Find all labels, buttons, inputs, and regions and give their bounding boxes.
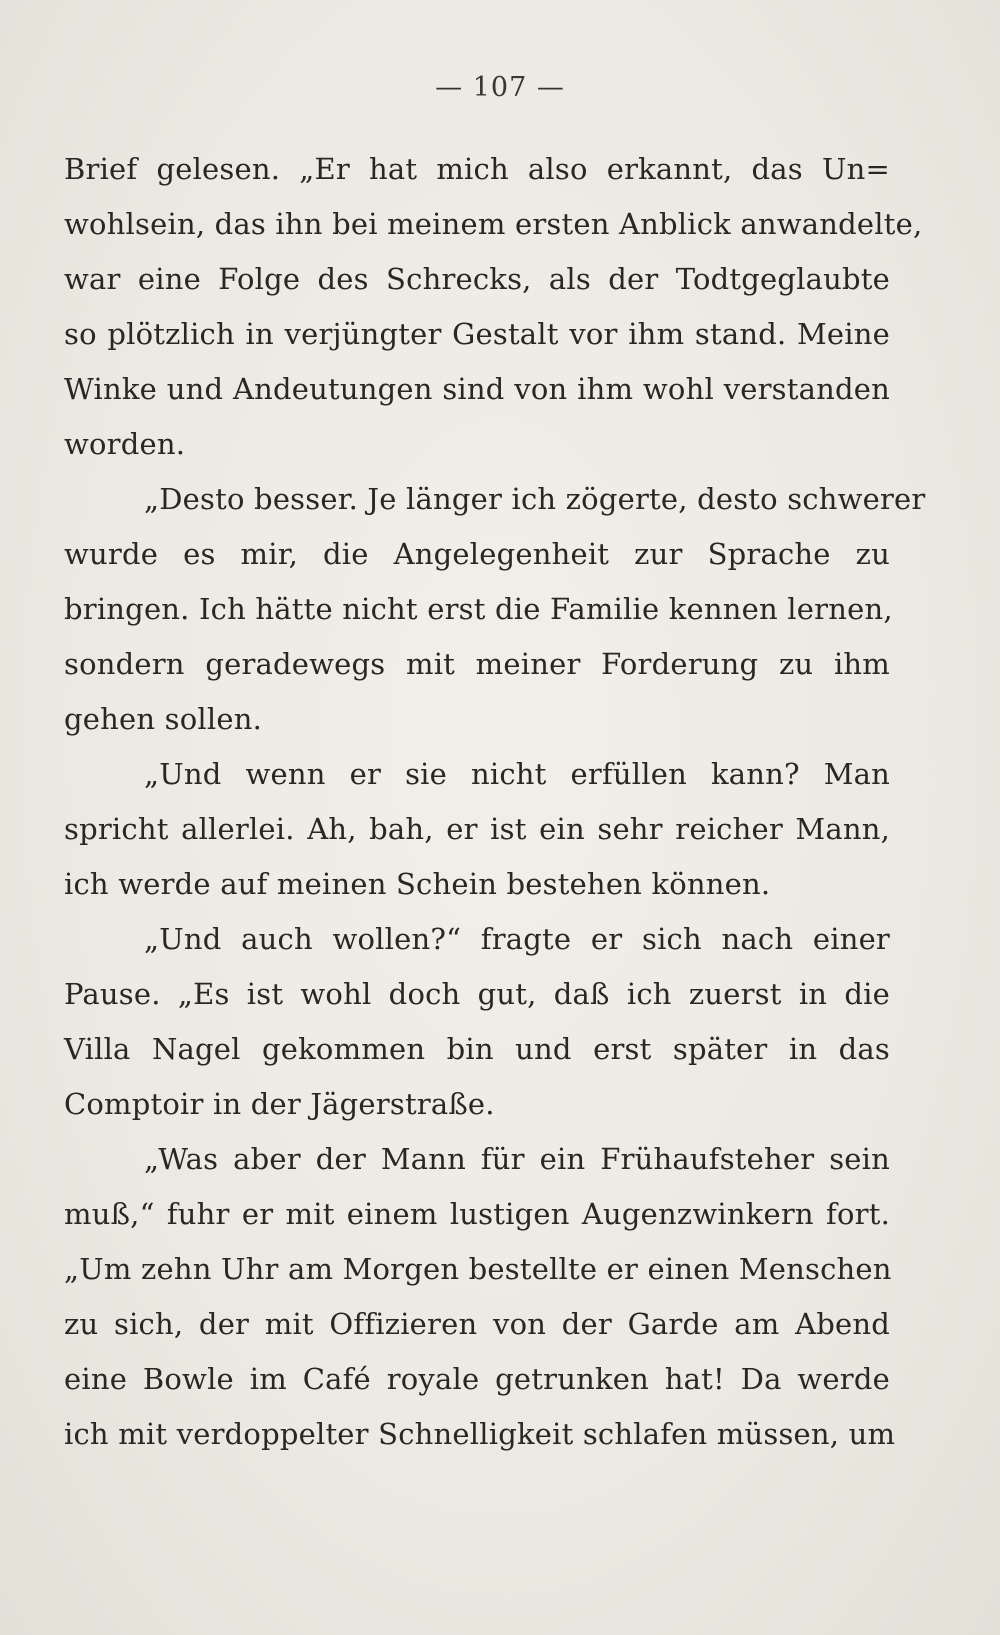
paragraph [64,142,923,472]
paragraph [64,1132,896,1462]
text-line: Winke und Andeutungen sind von ihm wohl verstanden [64,372,890,406]
text-line: Pause. „Es ist wohl doch gut, daß ich zuerst in die [64,977,890,1011]
text-line: „Und wenn er sie nicht erfüllen kann? Man [144,757,890,791]
text-line: Villa Nagel gekommen bin und erst später in das [64,1032,890,1066]
text-line: „Und auch wollen?“ fragte er sich nach einer [144,922,890,956]
text-line: Brief gelesen. „Er hat mich also erkannt, das Un= [64,152,890,186]
text-line: bringen. Ich hätte nicht erst die Familie kennen lernen, [64,592,893,626]
body-text [64,142,926,1462]
text-line: zu sich, der mit Offizieren von der Garde am Abend [64,1307,890,1341]
text-line: „Um zehn Uhr am Morgen bestellte er einen Menschen [64,1252,892,1286]
text-line: so plötzlich in verjüngter Gestalt vor ihm stand. Meine [64,317,890,351]
text-line: spricht allerlei. Ah, bah, er ist ein sehr reicher Mann, [64,812,890,846]
text-line: wurde es mir, die Angelegenheit zur Sprache zu [64,537,890,571]
text-line: muß,“ fuhr er mit einem lustigen Augenzwinkern fort. [64,1197,890,1231]
text-line: war eine Folge des Schrecks, als der Todtgeglaubte [64,262,890,296]
text-line: „Was aber der Mann für ein Frühaufsteher sein [144,1142,890,1176]
paragraph [64,747,890,912]
text-line: worden. [64,427,186,461]
text-line: wohlsein, das ihn bei meinem ersten Anblick anwandelte, [64,207,923,241]
page-number: — 107 — [435,72,565,103]
text-line: eine Bowle im Café royale getrunken hat! Da werde [64,1362,890,1396]
text-line: ich mit verdoppelter Schnelligkeit schlafen müssen, um [64,1417,896,1451]
text-line: gehen sollen. [64,702,263,736]
text-line: ich werde auf meinen Schein bestehen können. [64,867,771,901]
paragraph [64,912,890,1132]
text-line: „Desto besser. Je länger ich zögerte, desto schwerer [144,482,926,516]
text-line: Comptoir in der Jägerstraße. [64,1087,495,1121]
text-line: sondern geradewegs mit meiner Forderung zu ihm [64,647,890,681]
paragraph [64,472,926,747]
